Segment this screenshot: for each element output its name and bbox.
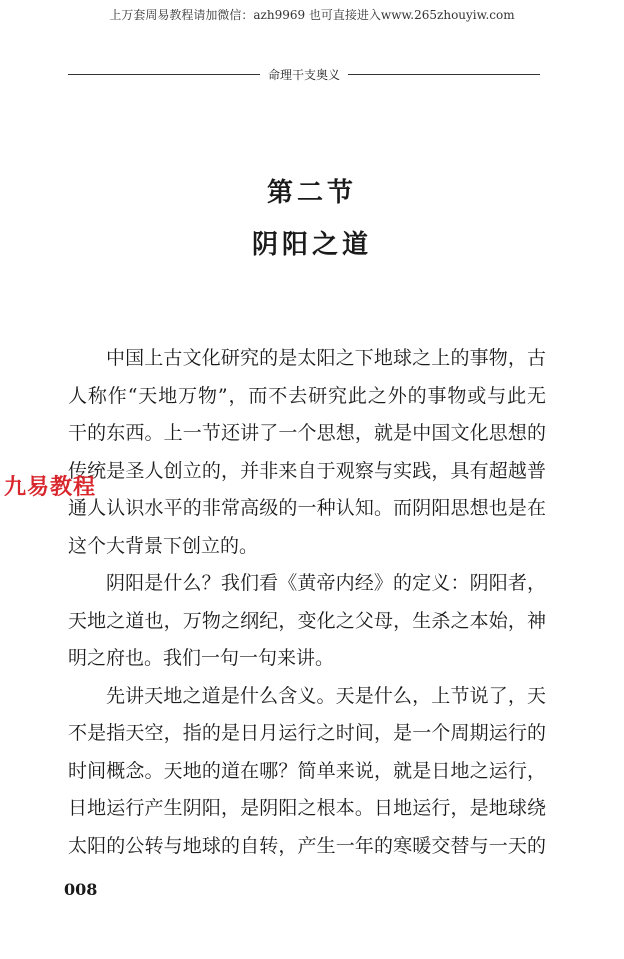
paragraph-line: 阴阳是什么？我们看《黄帝内经》的定义：阴阳者， [106,572,546,594]
paragraph-line: 通人认识水平的非常高级的一种认知。而阴阳思想也是在 [68,497,546,519]
page-number: 008 [64,880,98,899]
section-title: 阴阳之道 [251,230,372,260]
section-number: 第二节 [266,178,357,208]
body-text [68,340,546,865]
top-watermark: 上万套周易教程请加微信：azh9969 也可直接进入www.265zhouyiw.com [109,8,515,22]
paragraph-line: 干的东西。上一节还讲了一个思想，就是中国文化思想的 [68,422,546,444]
paragraph-line: 中国上古文化研究的是太阳之下地球之上的事物，古 [106,347,546,369]
paragraph-line: 传统是圣人创立的，并非来自于观察与实践，具有超越普 [68,459,546,482]
paragraph-line: 这个大背景下创立的。 [68,534,259,557]
paragraph-line: 天地之道也，万物之纲纪，变化之父母，生杀之本始，神 [68,609,546,632]
header-title: 命理干支奥义 [268,68,341,82]
paragraph-line: 太阳的公转与地球的自转，产生一年的寒暖交替与一天的 [68,834,546,857]
paragraph-line: 时间概念。天地的道在哪？简单来说，就是日地之运行， [68,759,546,782]
paragraph-line: 明之府也。我们一句一句来讲。 [68,647,335,669]
running-header [68,66,540,83]
header-rule-right [348,74,540,75]
header-rule-left [68,74,260,75]
paragraph-line: 人称作“天地万物”，而不去研究此之外的事物或与此无 [68,384,546,407]
paragraph-line: 不是指天空，指的是日月运行之时间，是一个周期运行的 [68,722,546,744]
paragraph-line: 日地运行产生阴阳，是阴阳之根本。日地运行，是地球绕 [68,797,546,819]
watermark-logo: 九易教程 [4,475,97,500]
paragraph-line: 先讲天地之道是什么含义。天是什么，上节说了，天 [106,684,546,707]
